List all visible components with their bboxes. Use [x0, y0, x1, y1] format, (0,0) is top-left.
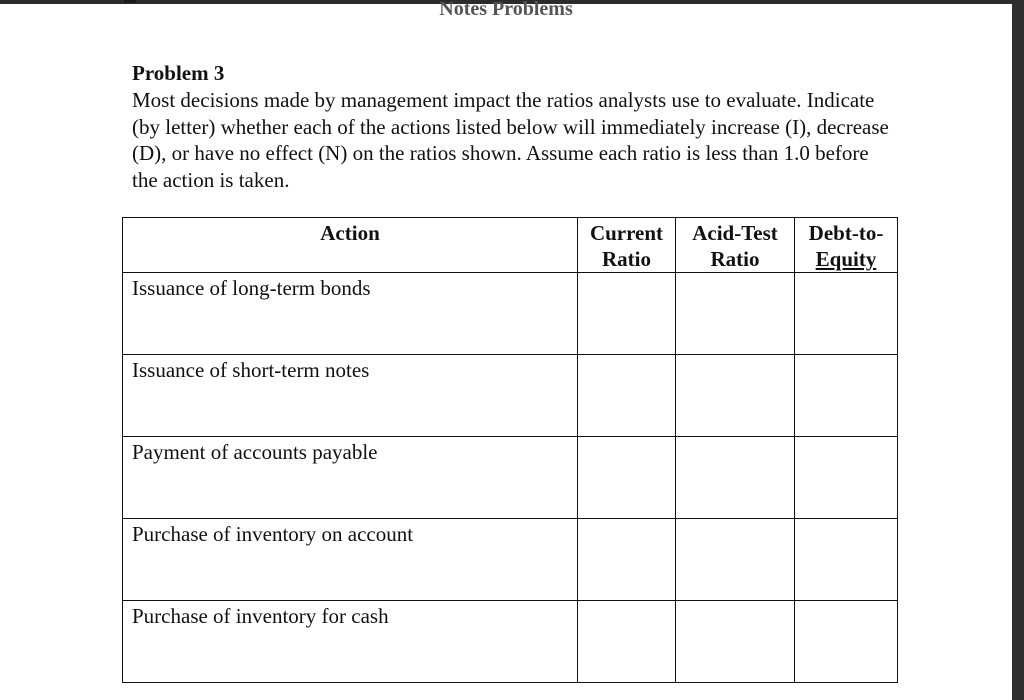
page-header-title: Notes Problems	[439, 0, 573, 20]
column-header-acid-line1: Acid-Test	[692, 221, 778, 245]
column-header-acid-line2: Ratio	[710, 247, 760, 271]
column-header-action	[123, 218, 578, 273]
column-header-debt-to-equity	[795, 218, 898, 273]
problem-block	[132, 60, 892, 193]
acid-test-answer-cell[interactable]	[676, 273, 795, 355]
acid-test-answer-cell[interactable]	[676, 355, 795, 437]
column-header-current-line1: Current	[589, 221, 664, 245]
column-header-current-ratio	[578, 218, 676, 273]
acid-test-answer-cell[interactable]	[676, 519, 795, 601]
action-cell: Purchase of inventory on account	[123, 519, 578, 601]
action-cell: Issuance of long-term bonds	[123, 273, 578, 355]
action-cell: Issuance of short-term notes	[123, 355, 578, 437]
debt-to-equity-answer-cell[interactable]	[795, 519, 898, 601]
debt-to-equity-answer-cell[interactable]	[795, 437, 898, 519]
action-cell: Payment of accounts payable	[123, 437, 578, 519]
current-ratio-answer-cell[interactable]	[578, 355, 676, 437]
column-header-action-label: Action	[320, 221, 380, 245]
ratios-table	[122, 217, 898, 683]
acid-test-answer-cell[interactable]	[676, 601, 795, 683]
debt-to-equity-answer-cell[interactable]	[795, 273, 898, 355]
problem-instructions: Most decisions made by management impact the ratios analysts use to evaluate. Indicate (by letter) whether each of the actions listed below will immediately increase (I), decrease (D), or have no effect (N) on the ratios shown. Assume each ratio is less than 1.0 before the action is taken.	[132, 88, 889, 192]
viewer-scrollbar-track[interactable]	[1012, 0, 1024, 700]
table-row	[123, 355, 898, 437]
column-header-debt-line1: Debt-to-	[808, 221, 884, 245]
action-cell: Purchase of inventory for cash	[123, 601, 578, 683]
table-row	[123, 273, 898, 355]
current-ratio-answer-cell[interactable]	[578, 519, 676, 601]
current-ratio-answer-cell[interactable]	[578, 601, 676, 683]
column-header-acid-test-ratio	[676, 218, 795, 273]
debt-to-equity-answer-cell[interactable]	[795, 601, 898, 683]
current-ratio-answer-cell[interactable]	[578, 437, 676, 519]
table-row	[123, 437, 898, 519]
column-header-current-line2: Ratio	[602, 247, 651, 271]
table-header-row	[123, 218, 898, 273]
column-header-debt-line2: Equity	[815, 247, 877, 271]
table-row	[123, 519, 898, 601]
current-ratio-answer-cell[interactable]	[578, 273, 676, 355]
acid-test-answer-cell[interactable]	[676, 437, 795, 519]
problem-heading: Problem 3	[132, 61, 225, 85]
debt-to-equity-answer-cell[interactable]	[795, 355, 898, 437]
table-row	[123, 601, 898, 683]
